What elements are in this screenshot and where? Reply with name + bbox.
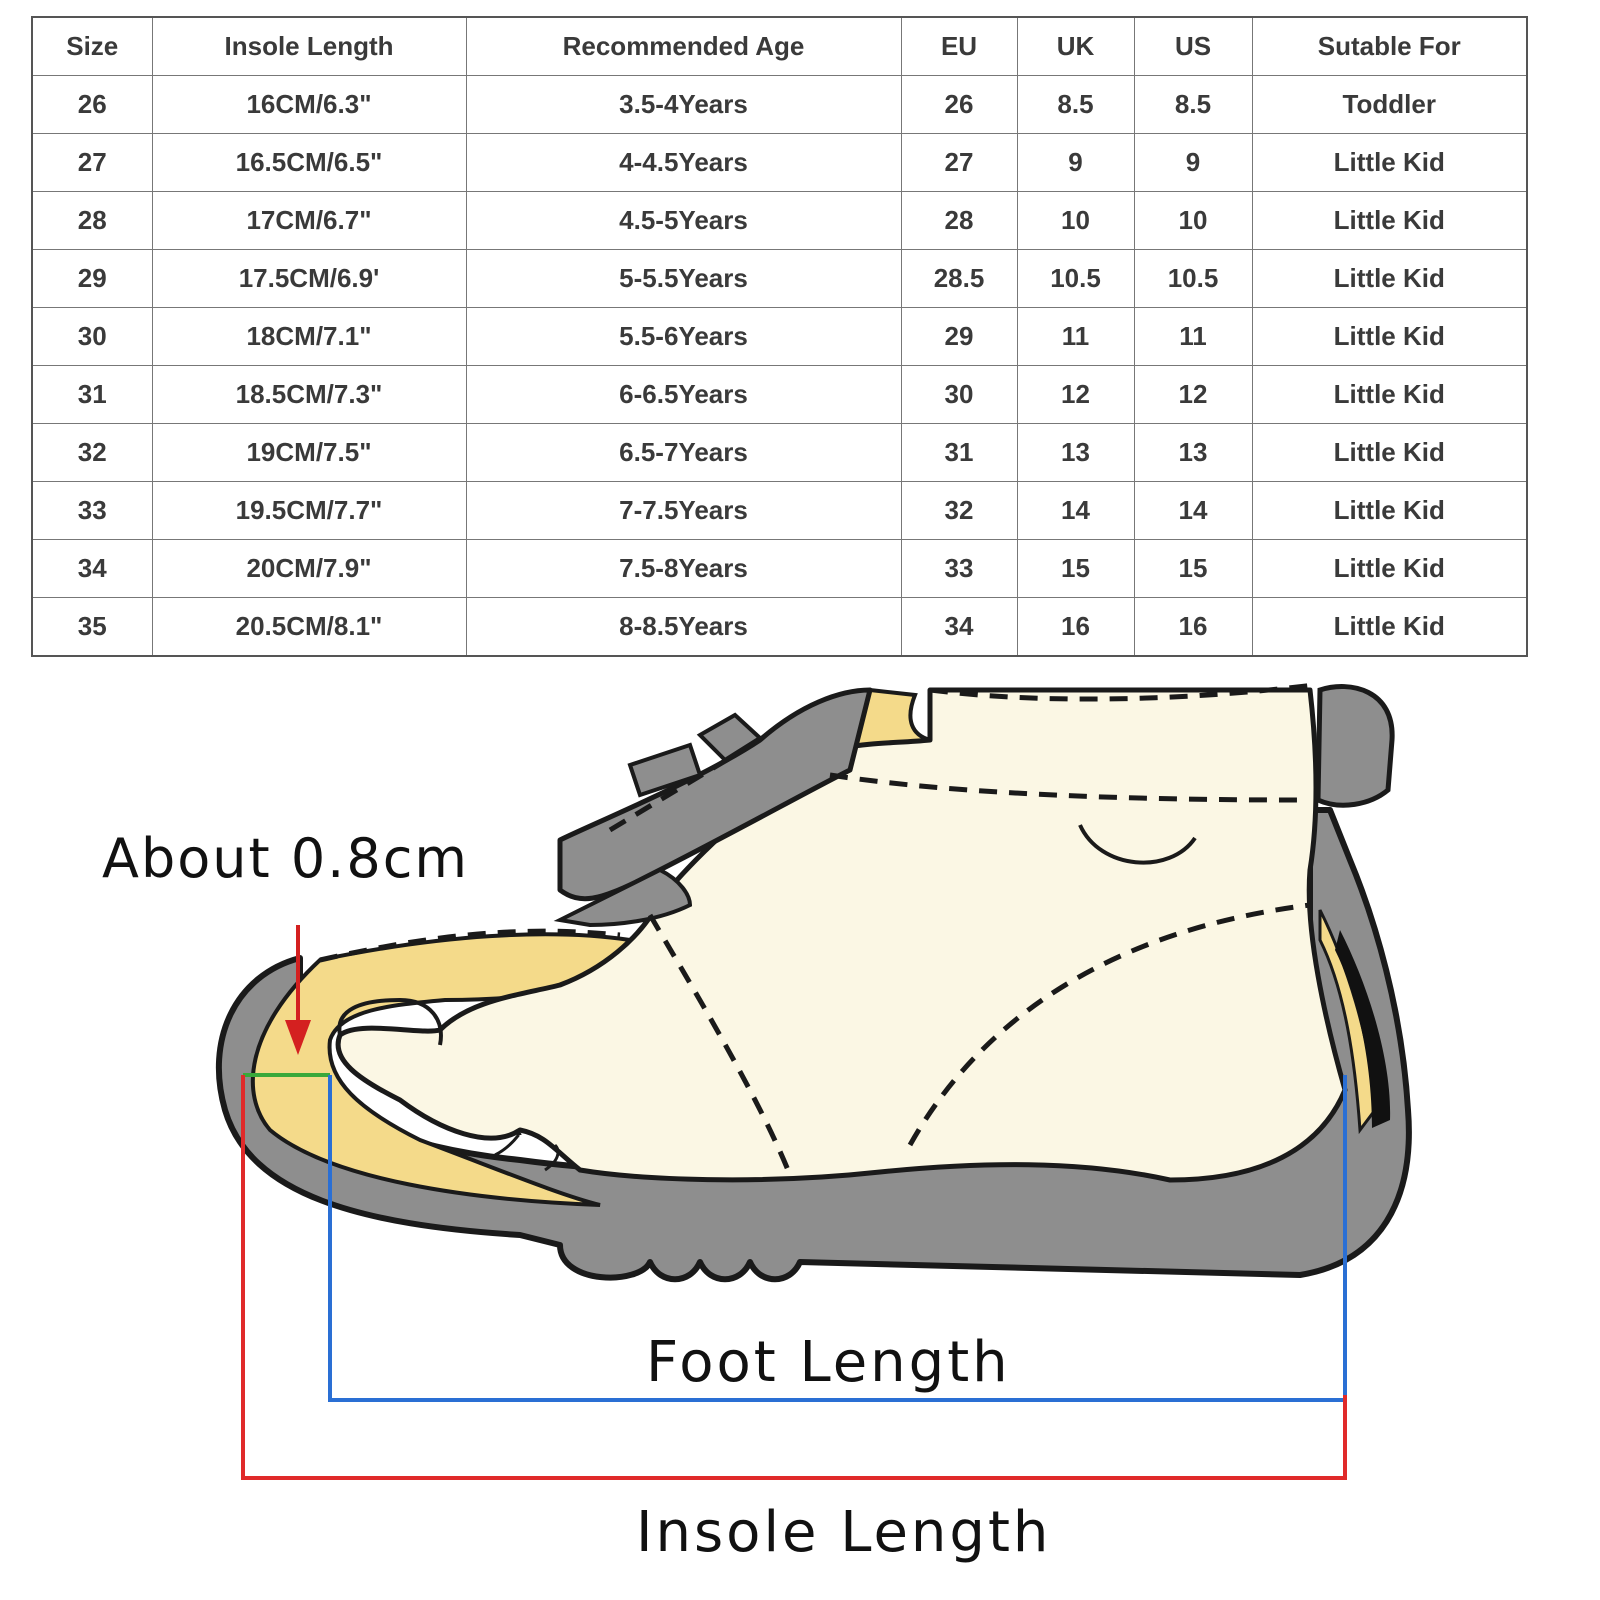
foot-length-label: Foot Length xyxy=(646,1330,1011,1395)
toe-gap-label: About 0.8cm xyxy=(102,827,469,890)
cell-eu: 33 xyxy=(901,540,1017,598)
cell-uk: 8.5 xyxy=(1017,76,1134,134)
cell-recommended-age: 3.5-4Years xyxy=(466,76,901,134)
cell-suitable-for: Toddler xyxy=(1252,76,1527,134)
cell-eu: 32 xyxy=(901,482,1017,540)
header-suitable-for: Sutable For xyxy=(1252,17,1527,76)
cell-suitable-for: Little Kid xyxy=(1252,540,1527,598)
cell-eu: 28 xyxy=(901,192,1017,250)
cell-uk: 14 xyxy=(1017,482,1134,540)
table-row xyxy=(32,540,1527,598)
cell-us: 15 xyxy=(1134,540,1252,598)
insole-length-label: Insole Length xyxy=(636,1500,1052,1565)
cell-eu: 28.5 xyxy=(901,250,1017,308)
table-body xyxy=(32,76,1527,657)
cell-us: 11 xyxy=(1134,308,1252,366)
cell-uk: 11 xyxy=(1017,308,1134,366)
cell-eu: 26 xyxy=(901,76,1017,134)
cell-uk: 10 xyxy=(1017,192,1134,250)
cell-insole-length: 20CM/7.9" xyxy=(152,540,466,598)
table-row xyxy=(32,192,1527,250)
cell-us: 10 xyxy=(1134,192,1252,250)
cell-recommended-age: 6-6.5Years xyxy=(466,366,901,424)
cell-us: 8.5 xyxy=(1134,76,1252,134)
table-header-row xyxy=(32,17,1527,76)
cell-recommended-age: 5-5.5Years xyxy=(466,250,901,308)
table-row xyxy=(32,250,1527,308)
size-chart-table xyxy=(31,16,1528,657)
cell-insole-length: 17CM/6.7" xyxy=(152,192,466,250)
table-row xyxy=(32,482,1527,540)
shoe-measurement-diagram xyxy=(0,670,1600,1600)
cell-suitable-for: Little Kid xyxy=(1252,250,1527,308)
cell-us: 12 xyxy=(1134,366,1252,424)
cell-us: 9 xyxy=(1134,134,1252,192)
cell-suitable-for: Little Kid xyxy=(1252,134,1527,192)
cell-size: 30 xyxy=(32,308,152,366)
header-recommended-age: Recommended Age xyxy=(466,17,901,76)
cell-size: 34 xyxy=(32,540,152,598)
cell-uk: 9 xyxy=(1017,134,1134,192)
table-row xyxy=(32,424,1527,482)
cell-recommended-age: 6.5-7Years xyxy=(466,424,901,482)
header-eu: EU xyxy=(901,17,1017,76)
cell-recommended-age: 7.5-8Years xyxy=(466,540,901,598)
cell-size: 27 xyxy=(32,134,152,192)
table-row xyxy=(32,598,1527,657)
header-insole-length: Insole Length xyxy=(152,17,466,76)
cell-size: 28 xyxy=(32,192,152,250)
cell-insole-length: 16.5CM/6.5" xyxy=(152,134,466,192)
cell-size: 32 xyxy=(32,424,152,482)
cell-us: 10.5 xyxy=(1134,250,1252,308)
cell-eu: 29 xyxy=(901,308,1017,366)
cell-insole-length: 16CM/6.3" xyxy=(152,76,466,134)
cell-size: 26 xyxy=(32,76,152,134)
cell-insole-length: 18CM/7.1" xyxy=(152,308,466,366)
table-row xyxy=(32,134,1527,192)
cell-recommended-age: 8-8.5Years xyxy=(466,598,901,657)
cell-insole-length: 20.5CM/8.1" xyxy=(152,598,466,657)
cell-size: 33 xyxy=(32,482,152,540)
cell-us: 16 xyxy=(1134,598,1252,657)
cell-size: 29 xyxy=(32,250,152,308)
cell-insole-length: 17.5CM/6.9' xyxy=(152,250,466,308)
cell-us: 13 xyxy=(1134,424,1252,482)
heel-counter xyxy=(1318,687,1392,806)
table-row xyxy=(32,76,1527,134)
cell-suitable-for: Little Kid xyxy=(1252,424,1527,482)
cell-eu: 27 xyxy=(901,134,1017,192)
cell-eu: 31 xyxy=(901,424,1017,482)
cell-uk: 12 xyxy=(1017,366,1134,424)
cell-size: 31 xyxy=(32,366,152,424)
cell-recommended-age: 5.5-6Years xyxy=(466,308,901,366)
header-size: Size xyxy=(32,17,152,76)
cell-size: 35 xyxy=(32,598,152,657)
cell-insole-length: 18.5CM/7.3" xyxy=(152,366,466,424)
table-row xyxy=(32,366,1527,424)
cell-us: 14 xyxy=(1134,482,1252,540)
cell-uk: 15 xyxy=(1017,540,1134,598)
table-row xyxy=(32,308,1527,366)
cell-suitable-for: Little Kid xyxy=(1252,366,1527,424)
cell-recommended-age: 7-7.5Years xyxy=(466,482,901,540)
cell-insole-length: 19CM/7.5" xyxy=(152,424,466,482)
cell-suitable-for: Little Kid xyxy=(1252,308,1527,366)
header-us: US xyxy=(1134,17,1252,76)
cell-suitable-for: Little Kid xyxy=(1252,482,1527,540)
cell-uk: 16 xyxy=(1017,598,1134,657)
cell-recommended-age: 4-4.5Years xyxy=(466,134,901,192)
header-uk: UK xyxy=(1017,17,1134,76)
cell-insole-length: 19.5CM/7.7" xyxy=(152,482,466,540)
cell-uk: 13 xyxy=(1017,424,1134,482)
cell-eu: 34 xyxy=(901,598,1017,657)
cell-recommended-age: 4.5-5Years xyxy=(466,192,901,250)
cell-uk: 10.5 xyxy=(1017,250,1134,308)
cell-suitable-for: Little Kid xyxy=(1252,192,1527,250)
cell-suitable-for: Little Kid xyxy=(1252,598,1527,657)
cell-eu: 30 xyxy=(901,366,1017,424)
